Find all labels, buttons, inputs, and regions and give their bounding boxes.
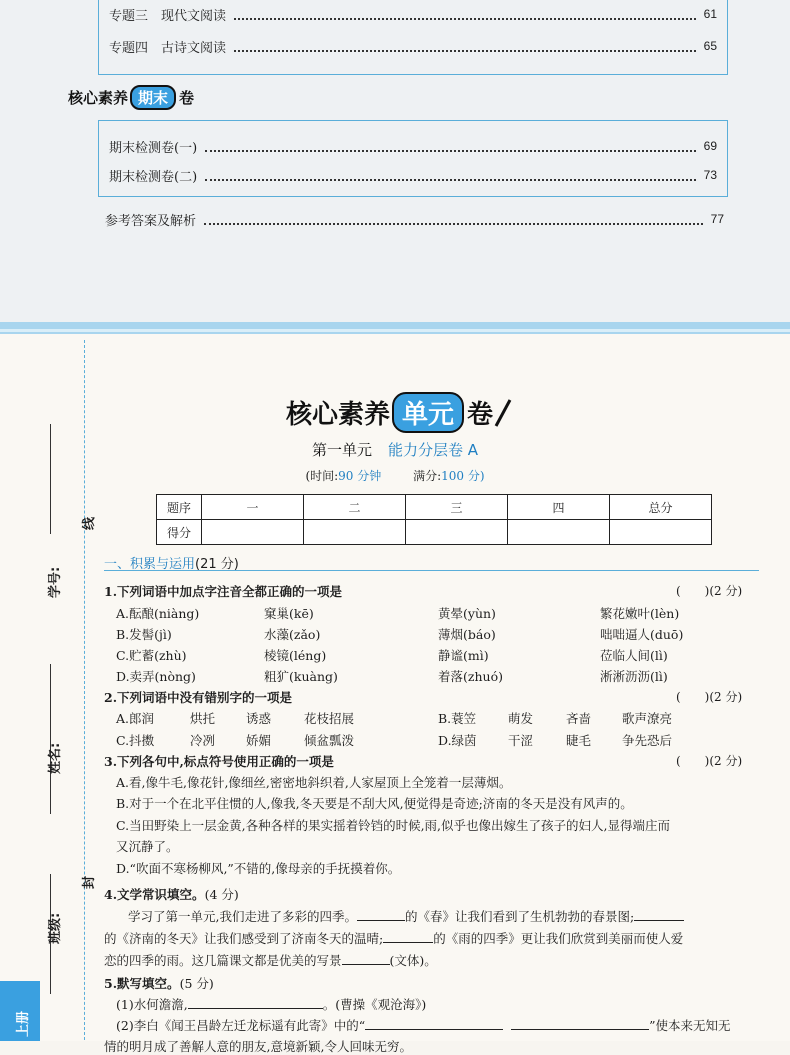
fill-line	[128, 907, 684, 925]
badge-suffix: 卷	[467, 400, 494, 430]
toc-item-page: 65	[703, 39, 717, 53]
option-text: 诱惑	[246, 711, 272, 726]
option-text: 着落(zhuó)	[438, 669, 503, 684]
leader-dots	[204, 214, 703, 225]
option-text: 淅淅沥沥(lì)	[600, 669, 668, 684]
badge-suffix: 卷	[179, 89, 195, 107]
toc-item-label: 参考答案及解析	[105, 213, 197, 229]
question-stem: 2.下列词语中没有错别字的一项是	[104, 690, 293, 705]
time-label: (时间:	[305, 469, 339, 483]
name-blank[interactable]	[50, 664, 52, 814]
answer-bracket[interactable]: ( )(2 分)	[676, 584, 743, 598]
option-text: 咄咄逼人(duō)	[600, 627, 684, 642]
toc-topics-box	[98, 0, 728, 75]
table-cell: 三	[406, 495, 508, 520]
pen-icon	[493, 398, 513, 428]
fill-line	[116, 1016, 731, 1034]
table-cell: 题序	[157, 495, 202, 520]
toc-item-page: 61	[703, 7, 717, 21]
toc-final-box	[98, 120, 728, 197]
toc-item[interactable]	[109, 4, 717, 24]
option-text: 窠巢(kē)	[264, 606, 314, 621]
toc-item-page: 73	[703, 168, 717, 182]
question-stem: 3.下列各句中,标点符号使用正确的一项是	[104, 754, 334, 769]
toc-item-label: 专题三 现代文阅读	[109, 8, 227, 24]
badge-pill: 单元	[392, 392, 464, 433]
option-text: D.“吹面不寒杨柳风,”不错的,像母亲的手抚摸着你。	[116, 861, 401, 876]
fill-text: (文体)。	[389, 953, 437, 968]
edition-label: 上册	[16, 1010, 31, 1037]
section-rule	[104, 570, 759, 571]
question-points: (4 分)	[204, 887, 239, 902]
answer-blank[interactable]	[511, 1017, 649, 1030]
toc-item-label: 专题四 古诗文阅读	[109, 40, 227, 56]
option-text: D.卖弄(nòng)	[116, 669, 196, 684]
score-input[interactable]	[508, 520, 610, 545]
section-points: (21 分)	[195, 557, 239, 572]
section-title: 一、积累与运用	[104, 557, 196, 572]
fill-text: 的《雨的四季》更让我们欣赏到美丽而使人爱	[433, 931, 684, 946]
name-label: 姓名:	[48, 742, 63, 774]
option-text: C.当田野染上一层金黄,各种各样的果实摇着铃铛的时候,雨,似乎也像出嫁生了孩子的妇人,显得端庄而	[116, 818, 670, 833]
page-divider-highlight	[0, 329, 790, 332]
option-text: 薄烟(báo)	[438, 627, 496, 642]
answer-blank[interactable]	[342, 952, 390, 965]
score-input[interactable]	[406, 520, 508, 545]
paper-level: 能力分层卷 A	[387, 441, 479, 459]
answer-blank[interactable]	[188, 996, 323, 1009]
unit-badge	[286, 392, 513, 433]
option-text: 吝啬	[566, 711, 592, 726]
answer-blank[interactable]	[365, 1017, 503, 1030]
option-text: 睫毛	[566, 733, 592, 748]
table-cell: 总分	[610, 495, 712, 520]
answer-bracket[interactable]: ( )(2 分)	[676, 754, 743, 768]
full-score-label: 满分:	[413, 469, 442, 483]
toc-item[interactable]	[109, 36, 717, 56]
option-text: A.郎润	[116, 711, 155, 726]
option-text: 静谧(mì)	[438, 648, 489, 663]
fill-text: 学习了第一单元,我们走进了多彩的四季。	[128, 909, 357, 924]
option-text: 黄晕(yùn)	[438, 606, 496, 621]
final-exam-badge	[68, 85, 194, 110]
toc-item[interactable]	[109, 165, 717, 185]
question-stem-text: 5.默写填空。	[104, 976, 180, 991]
table-cell: 四	[508, 495, 610, 520]
score-input[interactable]	[202, 520, 304, 545]
leader-dots	[234, 41, 696, 52]
option-text: 花枝招展	[304, 711, 355, 726]
answer-blank[interactable]	[357, 908, 405, 921]
option-text: 干涩	[508, 733, 534, 748]
time-value: 90 分钟	[338, 469, 382, 483]
fill-text: 恋的四季的雨。这几篇课文都是优美的写景	[104, 953, 342, 968]
toc-item[interactable]	[109, 136, 717, 156]
full-score-value: 100 分)	[441, 469, 485, 483]
badge-text: 核心素养	[286, 400, 391, 430]
option-text: 水藻(zǎo)	[264, 627, 321, 642]
option-text: 棱镜(léng)	[264, 648, 327, 663]
toc-page	[0, 0, 790, 322]
score-input[interactable]	[610, 520, 712, 545]
score-table-header	[157, 495, 712, 520]
option-text: 娇媚	[246, 733, 272, 748]
student-id-label: 学号:	[48, 566, 63, 598]
option-text: C.贮蓄(zhù)	[116, 648, 187, 663]
seal-mark: 封	[82, 875, 97, 889]
option-text: B.对于一个在北平住惯的人,像我,冬天要是不刮大风,便觉得是奇迹;济南的冬天是没有风声的。	[116, 796, 633, 811]
fill-text: ”使本来无知无	[649, 1018, 731, 1033]
toc-item-page: 69	[703, 139, 717, 153]
toc-item-label: 期末检测卷(一)	[109, 140, 198, 156]
question-stem	[104, 885, 239, 903]
option-text: 繁花嫩叶(lèn)	[600, 606, 680, 621]
edition-tag	[0, 981, 40, 1041]
leader-dots	[205, 141, 695, 152]
fill-text: 的《济南的冬天》让我们感受到了济南冬天的温晴;	[104, 931, 384, 946]
option-text: 倾盆瓢泼	[304, 733, 355, 748]
question-stem	[104, 974, 214, 992]
seal-line-mark: 线	[82, 516, 97, 530]
answer-blank[interactable]	[634, 908, 684, 921]
table-cell: 得分	[157, 520, 202, 545]
fill-text: 情的明月成了善解人意的朋友,意境新颖,令人回味无穷。	[104, 1039, 412, 1054]
score-table	[156, 494, 712, 545]
toc-item-page: 77	[710, 212, 724, 226]
fill-text: (2)李白《闻王昌龄左迁龙标遥有此寄》中的“	[116, 1018, 366, 1033]
option-text: A.酝酿(niàng)	[116, 606, 200, 621]
fill-line	[116, 995, 426, 1013]
fill-line	[104, 929, 683, 947]
leader-dots	[234, 9, 696, 20]
score-table-row	[157, 520, 712, 545]
fill-text: 的《春》让我们看到了生机勃勃的春景图;	[404, 909, 635, 924]
table-cell: 二	[304, 495, 406, 520]
unit-name: 第一单元	[311, 441, 372, 459]
option-text: 歌声潦亮	[622, 711, 673, 726]
leader-dots	[205, 170, 695, 181]
badge-text: 核心素养	[68, 89, 129, 107]
question-stem: 1.下列词语中加点字注音全都正确的一项是	[104, 584, 343, 599]
option-text: B.发髻(jì)	[116, 627, 172, 642]
option-text: 烘托	[190, 711, 216, 726]
table-cell: 一	[202, 495, 304, 520]
question-points: (5 分)	[179, 976, 214, 991]
class-label: 班级:	[48, 912, 63, 944]
fill-line	[104, 951, 437, 969]
option-text: 冷冽	[190, 733, 216, 748]
option-text: 粗犷(kuàng)	[264, 669, 338, 684]
toc-answers[interactable]	[105, 209, 724, 229]
exam-page	[0, 334, 790, 1054]
score-input[interactable]	[304, 520, 406, 545]
fill-text: (1)水何澹澹,	[116, 997, 188, 1012]
option-text: 萌发	[508, 711, 534, 726]
option-text: 又沉静了。	[116, 839, 179, 854]
time-info	[0, 467, 790, 484]
unit-title	[0, 439, 790, 460]
option-text: C.抖擞	[116, 733, 155, 748]
option-text: 莅临人间(lì)	[600, 648, 668, 663]
fill-text: 。(曹操《观沧海》)	[322, 997, 427, 1012]
option-text: B.蓑笠	[438, 711, 477, 726]
option-text: D.绿茵	[438, 733, 477, 748]
page-divider	[0, 322, 790, 334]
answer-bracket[interactable]: ( )(2 分)	[676, 690, 743, 704]
answer-blank[interactable]	[383, 930, 433, 943]
option-text: A.看,像牛毛,像花针,像细丝,密密地斜织着,人家屋顶上全笼着一层薄烟。	[116, 775, 512, 790]
toc-item-label: 期末检测卷(二)	[109, 169, 198, 185]
question-stem-text: 4.文学常识填空。	[104, 887, 205, 902]
option-text: 争先恐后	[622, 733, 673, 748]
badge-pill: 期末	[130, 85, 176, 110]
